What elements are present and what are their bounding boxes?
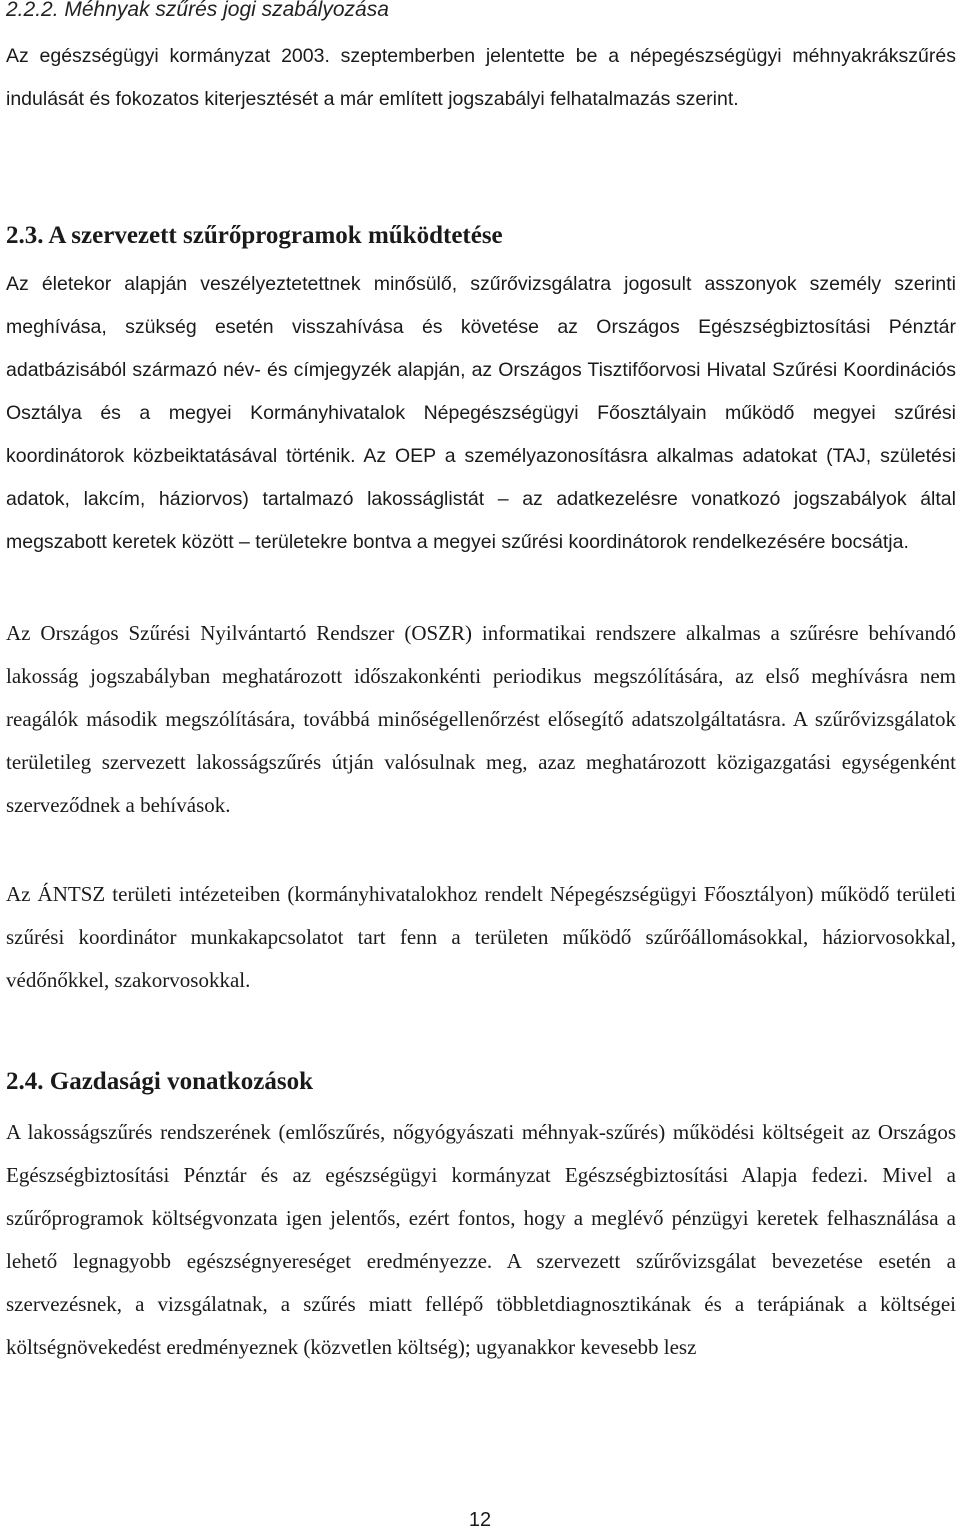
section-2-3-paragraph-3: Az ÁNTSZ területi intézeteiben (kormányhivatalokhoz rendelt Népegészségügyi Főosztályon) működő területi szűrési koordinátor munkakapcsolatot tart fenn a területen működő szűrőállomásokkal, háziorvosokkal, védőnőkkel, szakorvosokkal. [6,882,956,992]
section-2-2-2-title: 2.2.2. Méhnyak szűrés jogi szabályozása [6,0,389,21]
page-number: 12 [468,1509,492,1531]
section-2-3-paragraph-1: Az életekor alapján veszélyeztetettnek minősülő, szűrővizsgálatra jogosult asszonyok személy szerinti meghívása, szükség esetén visszahívása és követése az Országos Egészségbiztosítási Pénztár adatbázisából származó név- és címjegyzék alapján, az Országos Tisztifőorvosi Hivatal Szűrési Koordinációs Osztálya és a megyei Kormányhivatalok Népegészségügyi Főosztályain működő megyei szűrési koordinátorok közbeiktatásával történik. Az OEP a személyazonosításra alkalmas adatokat (TAJ, születési adatok, lakcím, háziorvos) tartalmazó lakosságlistát – az adatkezelésre vonatkozó jogszabályok által megszabott keretek között – területekre bontva a megyei szűrési koordinátorok rendelkezésére bocsátja. [6,273,956,553]
section-2-4-paragraph: A lakosságszűrés rendszerének (emlőszűrés, nőgyógyászati méhnyak-szűrés) működési költségeit az Országos Egészségbiztosítási Pénztár és az egészségügyi kormányzat Egészségbiztosítási Alapja fedezi. Mivel a szűrőprogramok költségvonzata igen jelentős, ezért fontos, hogy a meglévő pénzügyi keretek felhasználása a lehető legnagyobb egészségnyereséget eredményezze. A szervezett szűrővizsgálat bevezetése esetén a szervezésnek, a vizsgálatnak, a szűrés miatt fellépő többletdiagnosztikának és a terápiának a költségei költségnövekedést eredményeznek (közvetlen költség); ugyanakkor kevesebb lesz [6,1120,956,1359]
section-2-2-2-paragraph: Az egészségügyi kormányzat 2003. szeptemberben jelentette be a népegészségügyi méhnyakrákszűrés indulását és fokozatos kiterjesztését a már említett jogszabályi felhatalmazás szerint. [6,45,956,110]
section-2-3-paragraph-2: Az Országos Szűrési Nyilvántartó Rendszer (OSZR) informatikai rendszere alkalmas a szűrésre behívandó lakosság jogszabályban meghatározott időszakonkénti periodikus megszólítására, az első meghívásra nem reagálók második megszólítására, továbbá minőségellenőrzést elősegítő adatszolgáltatásra. A szűrővizsgálatok területileg szervezett lakosságszűrés útján valósulnak meg, azaz meghatározott közigazgatási egységenként szerveződnek a behívások. [6,621,956,817]
section-2-4-title: 2.4. Gazdasági vonatkozások [6,1068,313,1095]
section-2-3-title: 2.3. A szervezett szűrőprogramok működtetése [6,222,503,249]
